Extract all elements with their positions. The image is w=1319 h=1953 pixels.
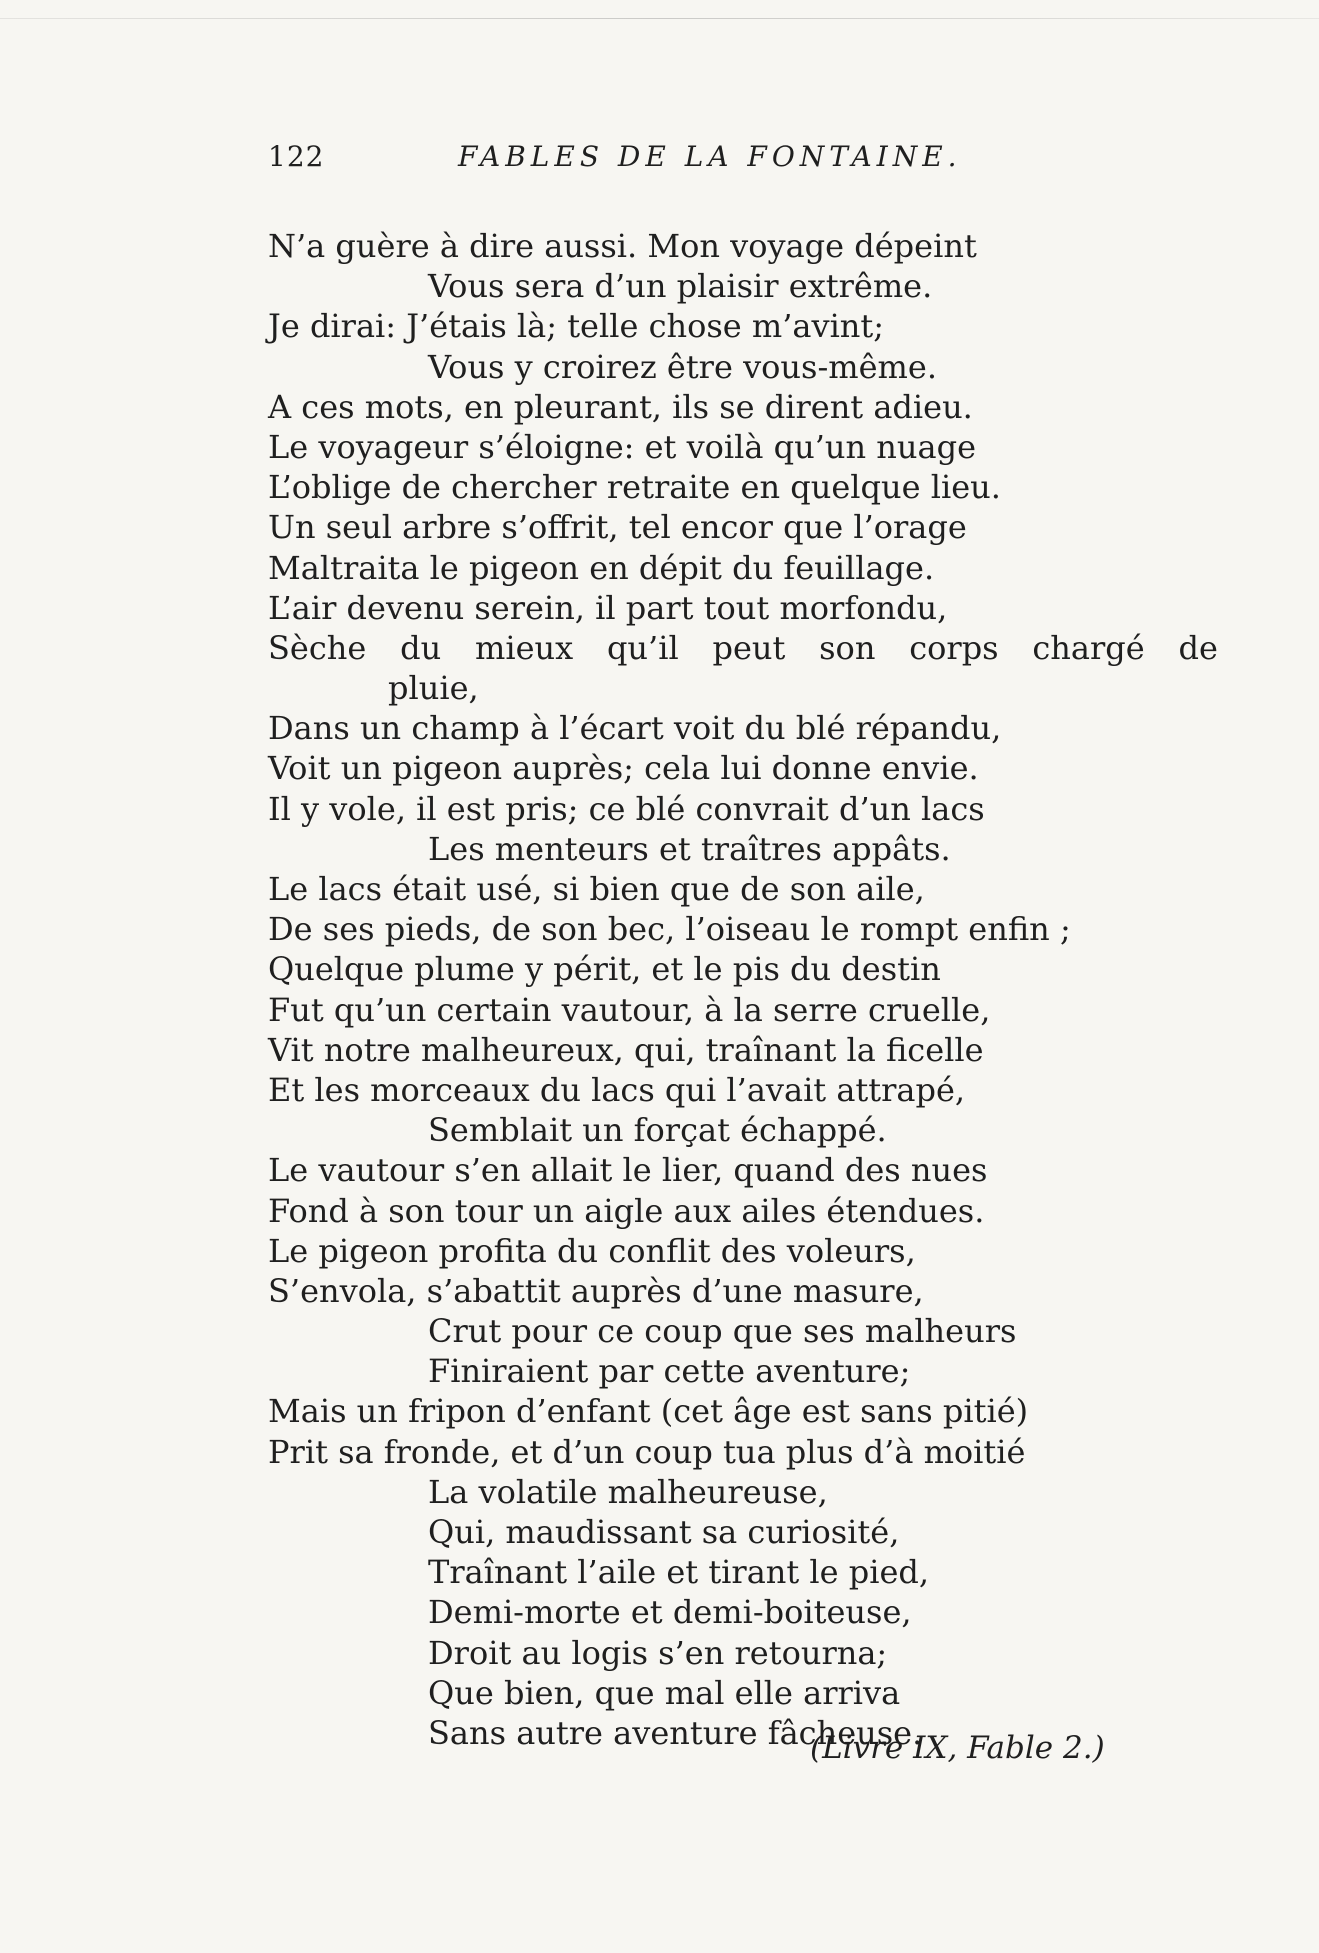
poem-line: Le pigeon profita du conflit des voleurs, xyxy=(268,1231,916,1270)
poem-line: Traînant l’aile et tirant le pied, xyxy=(428,1553,930,1592)
poem-line: Et les morceaux du lacs qui l’avait attrapé, xyxy=(268,1070,966,1109)
poem-line: Que bien, que mal elle arriva xyxy=(428,1673,901,1712)
poem-line: Qui, maudissant sa curiosité, xyxy=(428,1513,900,1551)
poem-line: Demi-morte et demi-boiteuse, xyxy=(428,1593,912,1632)
poem-line: Un seul arbre s’offrit, tel encor que l’orage xyxy=(268,508,967,547)
poem-line: Le voyageur s’éloigne: et voilà qu’un nuage xyxy=(268,427,977,466)
poem-word: mieux xyxy=(474,628,574,667)
poem-line: Le lacs était usé, si bien que de son aile, xyxy=(268,870,925,908)
poem-word: Sèche xyxy=(268,628,367,667)
poem-word: peut xyxy=(712,628,786,667)
poem-line: Vit notre malheureux, qui, traînant la ficelle xyxy=(268,1030,984,1069)
poem-line: Crut pour ce coup que ses malheurs xyxy=(428,1312,1017,1351)
poem-line: N’a guère à dire aussi. Mon voyage dépeint xyxy=(268,227,977,265)
poem-word: de xyxy=(1178,628,1218,667)
poem-line: Dans un champ à l’écart voit du blé répandu, xyxy=(268,709,1002,748)
poem-line: Vous y croirez être vous-même. xyxy=(428,347,937,386)
poem-word: son xyxy=(819,628,876,667)
poem-line: Fut qu’un certain vautour, à la serre cruelle, xyxy=(268,990,991,1029)
poem-line: Droit au logis s’en retourna; xyxy=(428,1633,888,1672)
poem-text xyxy=(268,226,1228,1753)
poem-line xyxy=(268,628,1218,668)
poem-word: du xyxy=(400,628,442,667)
poem-line: L’air devenu serein, il part tout morfondu, xyxy=(268,588,948,627)
poem-line: Fond à son tour un aigle aux ailes étendues. xyxy=(268,1191,985,1230)
poem-line: Les menteurs et traîtres appâts. xyxy=(428,829,951,868)
poem-line-text xyxy=(268,628,1218,668)
poem-line: Vous sera d’un plaisir extrême. xyxy=(428,267,933,306)
poem-word: corps xyxy=(909,628,999,667)
poem-line: L’oblige de chercher retraite en quelque lieu. xyxy=(268,468,1001,507)
fable-reference: (Livre IX, Fable 2.) xyxy=(810,1730,1105,1766)
poem-line: La volatile malheureuse, xyxy=(428,1472,828,1511)
poem-line: Maltraita le pigeon en dépit du feuillage. xyxy=(268,548,935,587)
running-title: FABLES DE LA FONTAINE. xyxy=(458,140,962,173)
poem-word: chargé xyxy=(1032,628,1145,667)
poem-line: Voit un pigeon auprès; cela lui donne envie. xyxy=(268,749,979,788)
poem-line: Le vautour s’en allait le lier, quand des nues xyxy=(268,1151,988,1190)
poem-line: Quelque plume y périt, et le pis du destin xyxy=(268,950,941,989)
page-number: 122 xyxy=(268,140,325,173)
poem-line: Il y vole, il est pris; ce blé convrait d’un lacs xyxy=(268,789,985,828)
poem-line: Prit sa fronde, et d’un coup tua plus d’à moitié xyxy=(268,1432,1026,1471)
poem-line: Mais un fripon d’enfant (cet âge est sans pitié) xyxy=(268,1392,1029,1431)
poem-line: De ses pieds, de son bec, l’oiseau le rompt enfin ; xyxy=(268,910,1071,949)
page-top-edge xyxy=(0,18,1319,19)
poem-word: qu’il xyxy=(606,628,679,667)
poem-line: S’envola, s’abattit auprès d’une masure, xyxy=(268,1271,924,1310)
poem-line: A ces mots, en pleurant, ils se dirent adieu. xyxy=(268,387,973,426)
poem-line: Je dirai: J’étais là; telle chose m’avint; xyxy=(268,307,885,346)
poem-line: Sans autre aventure fâcheuse. xyxy=(428,1713,923,1752)
poem-line: Semblait un forçat échappé. xyxy=(428,1111,887,1150)
poem-line: Finiraient par cette aventure; xyxy=(428,1352,911,1391)
page-header xyxy=(268,140,1028,180)
poem-line: pluie, xyxy=(388,669,479,708)
